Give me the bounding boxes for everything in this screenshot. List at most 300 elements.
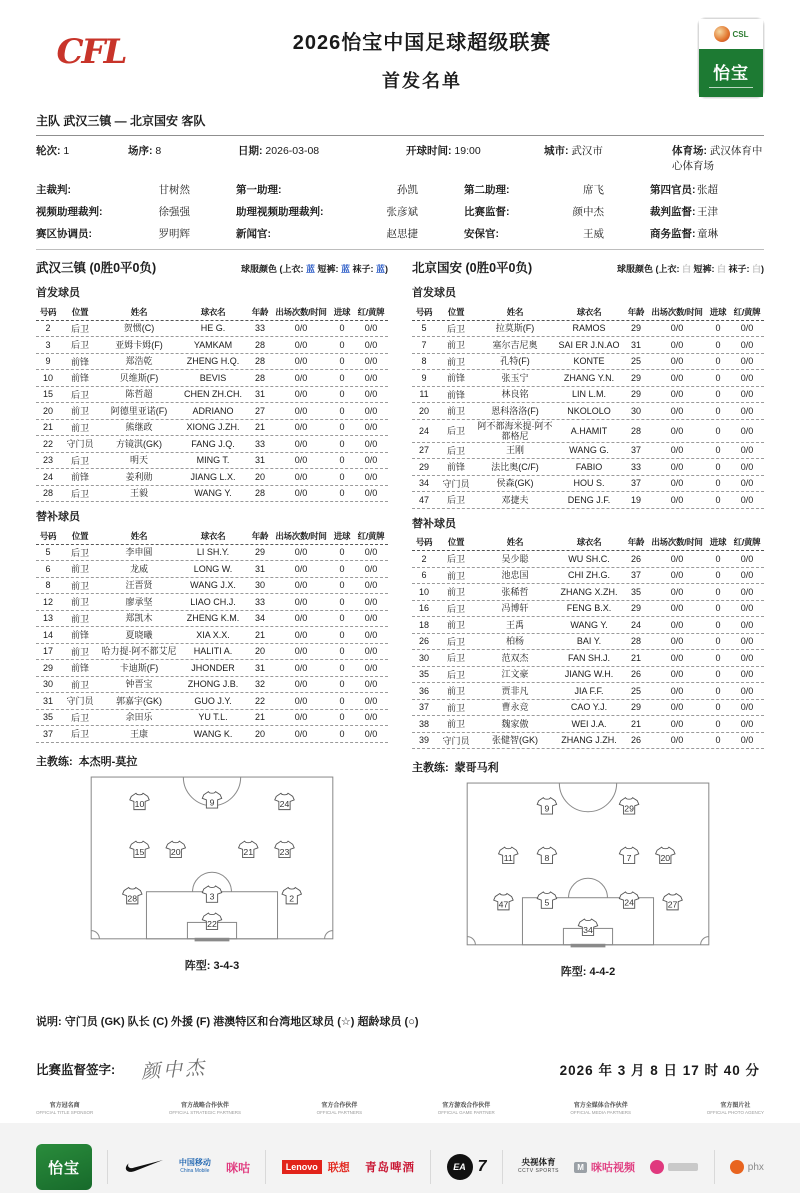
player-row [36, 370, 388, 387]
player-cell: 10 [42, 372, 53, 383]
player-cell: 后卫 [70, 340, 89, 351]
jersey-icon [202, 885, 221, 901]
player-cell: 后卫 [70, 712, 89, 723]
official-name: 甘树然 [158, 184, 190, 196]
player-cell: 后卫 [446, 636, 465, 647]
player-cell: 0/0 [364, 422, 378, 433]
player-cell: 守门员 [66, 696, 94, 707]
player-cell: 37 [630, 570, 641, 581]
player-cell: 0/0 [740, 405, 754, 416]
player-cell: 李申圆 [125, 547, 153, 558]
player-cell: 0 [715, 445, 721, 456]
player-cell: 0 [715, 553, 721, 564]
tier-label-zh: 官方图片社 [720, 1103, 751, 1109]
player-cell: 0/0 [294, 488, 308, 499]
player-cell: 31 [42, 695, 53, 706]
official-name: 徐强强 [158, 206, 190, 218]
match-info-item [36, 143, 128, 173]
table-header-row [412, 304, 764, 321]
player-cell: 后卫 [70, 729, 89, 740]
player-cell: 0/0 [740, 652, 754, 663]
player-cell: 0 [339, 547, 345, 558]
nike-logo [124, 1159, 164, 1175]
player-cell: 0/0 [364, 438, 378, 449]
column-header: 号码 [39, 306, 57, 317]
player-row [36, 644, 388, 661]
player-cell: HALITI A. [193, 646, 233, 657]
player-cell: 0/0 [670, 603, 684, 614]
player-cell: 0/0 [294, 646, 308, 657]
player-cell: 0 [715, 636, 721, 647]
kit-color-value: 蓝 [305, 264, 315, 274]
player-cell: 前锋 [446, 373, 465, 384]
official-role: 新闻官: [236, 228, 271, 240]
official-role: 赛区协调员: [36, 228, 92, 240]
player-table [36, 304, 388, 502]
player-cell: FABIO [575, 461, 603, 472]
formation-pitch [463, 781, 713, 953]
player-cell: 0 [339, 356, 345, 367]
player-cell: 28 [254, 339, 265, 350]
player-cell: FENG B.X. [566, 603, 612, 614]
logo-divider [714, 1150, 715, 1184]
player-cell: 前卫 [70, 422, 89, 433]
player-cell: 0/0 [364, 712, 378, 723]
subs-label: 替补球员 [412, 517, 456, 530]
formation-label: 阵型: 4-4-2 [560, 966, 616, 978]
player-cell: 0/0 [364, 323, 378, 334]
player-cell: 王康 [129, 728, 148, 739]
player-cell: 0/0 [740, 636, 754, 647]
sheet-header [36, 18, 764, 110]
player-cell: XIONG J.ZH. [186, 422, 240, 433]
player-cell: 池忠国 [501, 570, 529, 581]
player-cell: 姜利勋 [125, 471, 153, 482]
player-cell: 前锋 [70, 373, 89, 384]
player-cell: 0/0 [364, 488, 378, 499]
player-cell: 贾非凡 [501, 685, 529, 696]
player-cell: 0/0 [740, 603, 754, 614]
supervisor-signature: 颜中杰 [140, 1056, 208, 1084]
player-cell: 3 [45, 339, 51, 350]
player-cell: 后卫 [446, 669, 465, 680]
player-cell: 32 [254, 679, 265, 690]
column-header: 位置 [71, 306, 89, 317]
player-row [412, 321, 764, 338]
player-cell: 21 [254, 629, 265, 640]
match-info-item [238, 143, 406, 173]
jersey-icon [239, 841, 258, 857]
player-cell: 0/0 [294, 580, 308, 591]
jersey-icon [537, 892, 556, 908]
player-cell: 0 [339, 629, 345, 640]
official-item [464, 226, 650, 241]
column-header: 红/黄牌 [357, 306, 385, 317]
partner-tier-label [438, 1100, 495, 1115]
player-cell: 0/0 [670, 339, 684, 350]
player-cell: WEI J.A. [571, 718, 607, 729]
lenovo-zh: 联想 [327, 1162, 350, 1174]
player-row [412, 551, 764, 568]
player-cell: 39 [418, 735, 429, 746]
player-cell: 熊继政 [125, 422, 153, 433]
player-cell: 前卫 [70, 564, 89, 575]
player-row [36, 337, 388, 354]
player-cell: 13 [42, 613, 53, 624]
player-cell: 前锋 [70, 663, 89, 674]
player-cell: 曹永竞 [501, 702, 529, 713]
jersey-number: 29 [624, 803, 634, 814]
player-cell: 0/0 [294, 629, 308, 640]
player-cell: WANG Y. [194, 488, 232, 499]
player-cell: 26 [630, 553, 641, 564]
player-row [412, 733, 764, 750]
player-cell: HE G. [200, 323, 226, 334]
column-header: 球衣名 [200, 530, 226, 541]
player-cell: 0 [715, 405, 721, 416]
official-role: 第一助理: [236, 184, 282, 196]
player-cell: WANG K. [193, 728, 233, 739]
player-cell: 0/0 [364, 662, 378, 673]
cfl-league-logo [36, 18, 146, 72]
player-cell: 10 [418, 586, 429, 597]
player-cell: 0/0 [670, 570, 684, 581]
official-item [650, 182, 764, 197]
player-cell: 阿德里亚诺(F) [110, 405, 168, 416]
player-cell: 0 [339, 695, 345, 706]
logo-divider [430, 1150, 431, 1184]
player-cell: 明天 [129, 455, 148, 466]
player-cell: 26 [418, 636, 429, 647]
match-info-item [406, 143, 544, 173]
player-cell: BEVIS [199, 372, 227, 383]
official-item [236, 204, 464, 219]
player-cell: 郑凯木 [125, 613, 153, 624]
player-cell: 后卫 [446, 554, 465, 565]
player-cell: 0 [339, 563, 345, 574]
kit-color-value: 白 [716, 264, 726, 274]
player-cell: 江文豪 [501, 669, 529, 680]
player-cell: 0/0 [364, 356, 378, 367]
player-cell: RAMOS [572, 323, 606, 334]
player-cell: 0/0 [364, 339, 378, 350]
player-cell: 张稀哲 [501, 586, 529, 597]
official-role: 商务监督: [650, 228, 696, 240]
jersey-icon [494, 893, 513, 909]
player-cell: 0/0 [670, 553, 684, 564]
player-row [36, 677, 388, 694]
column-header: 年龄 [251, 530, 269, 541]
partner-tier-label [169, 1100, 241, 1115]
player-cell: 0/0 [670, 619, 684, 630]
player-cell: SAI ER J.N.AO [558, 339, 620, 350]
player-cell: 0/0 [364, 455, 378, 466]
column-header: 姓名 [506, 537, 524, 548]
player-table [36, 528, 388, 743]
jersey-icon [578, 919, 597, 935]
match-info-value: 武汉体育中心体育场 [672, 145, 763, 172]
column-header: 年龄 [627, 537, 645, 548]
jersey-icon [123, 887, 142, 903]
orange-partner-mark [730, 1160, 744, 1174]
player-cell: JIA F.F. [574, 685, 604, 696]
player-cell: 前卫 [70, 406, 89, 417]
player-cell: 17 [42, 646, 53, 657]
player-cell: 0/0 [294, 422, 308, 433]
jersey-number: 34 [583, 924, 593, 935]
player-row [36, 321, 388, 338]
official-item [236, 182, 464, 197]
logo-divider [265, 1150, 266, 1184]
player-cell: FAN SH.J. [567, 652, 610, 663]
player-cell: A.HAMIT [570, 425, 608, 436]
jersey-icon [656, 847, 675, 863]
official-role: 主裁判: [36, 184, 71, 196]
player-cell: 30 [42, 679, 53, 690]
match-info-label: 日期: [238, 145, 263, 157]
player-cell: 6 [421, 570, 427, 581]
tier-label-zh: 官方冠名商 [49, 1103, 80, 1109]
player-cell: 0/0 [294, 695, 308, 706]
jersey-number: 9 [544, 803, 550, 814]
player-row [36, 420, 388, 437]
player-cell: 7 [421, 339, 427, 350]
coach-label: 主教练: [412, 762, 449, 774]
player-cell: 0/0 [670, 445, 684, 456]
player-cell: FANG J.Q. [191, 438, 235, 449]
player-cell: 卡迪斯(F) [119, 662, 159, 673]
cctv-zh: 央视体育 [521, 1157, 556, 1167]
official-name: 罗明辉 [158, 228, 190, 240]
player-row [412, 459, 764, 476]
player-row [412, 443, 764, 460]
player-cell: 0/0 [670, 478, 684, 489]
player-table [412, 304, 764, 509]
player-cell: 0/0 [670, 461, 684, 472]
player-cell: 0/0 [294, 596, 308, 607]
partner-tier-label [570, 1100, 631, 1115]
match-info-item [128, 143, 238, 173]
player-cell: 侯森(GK) [496, 478, 534, 489]
player-cell: 0/0 [364, 563, 378, 574]
teams-area [36, 258, 764, 979]
player-cell: 22 [42, 438, 53, 449]
logo-divider [107, 1150, 108, 1184]
player-cell: 恩科洛洛(F) [491, 405, 539, 416]
player-cell: 5 [421, 323, 427, 334]
player-cell: 26 [630, 669, 641, 680]
match-info-value: 1 [63, 145, 70, 157]
player-cell: 王毅 [129, 488, 148, 499]
kit-color-value: 蓝 [375, 264, 385, 274]
player-cell: 0/0 [740, 685, 754, 696]
column-header: 球衣名 [576, 537, 602, 548]
player-cell: 0/0 [740, 619, 754, 630]
title-block [146, 18, 698, 93]
player-cell: 0/0 [670, 652, 684, 663]
player-cell: 28 [254, 488, 265, 499]
player-cell: 0/0 [670, 494, 684, 505]
official-role: 裁判监督: [650, 206, 696, 218]
player-cell: 0/0 [670, 685, 684, 696]
official-item [650, 204, 764, 219]
official-role: 第四官员: [650, 184, 696, 196]
player-row [36, 403, 388, 420]
player-cell: 34 [254, 613, 265, 624]
player-cell: ZHANG J.ZH. [561, 735, 617, 746]
player-cell: 0/0 [364, 629, 378, 640]
player-cell: HOU S. [573, 478, 605, 489]
player-cell: 0 [715, 339, 721, 350]
player-row [36, 594, 388, 611]
player-cell: 0 [339, 728, 345, 739]
player-cell: 0 [715, 478, 721, 489]
player-cell: 0 [715, 425, 721, 436]
player-row [412, 667, 764, 684]
player-cell: 后卫 [446, 495, 465, 506]
player-cell: 王刚 [505, 445, 524, 456]
player-cell: 0/0 [294, 389, 308, 400]
player-cell: ADRIANO [192, 405, 234, 416]
column-header: 红/黄牌 [733, 306, 761, 317]
player-cell: 0 [715, 323, 721, 334]
signature-row [36, 1055, 764, 1082]
player-cell: JIANG L.X. [190, 471, 236, 482]
column-header: 年龄 [627, 306, 645, 317]
column-header: 进球 [709, 537, 727, 548]
player-cell: 0 [339, 323, 345, 334]
jersey-icon [202, 791, 221, 807]
player-cell: 前卫 [446, 570, 465, 581]
nike-swoosh-icon [124, 1159, 164, 1175]
player-cell: 0 [715, 461, 721, 472]
jersey-icon [275, 793, 294, 809]
ea-logo [447, 1154, 487, 1180]
player-cell: 27 [254, 405, 265, 416]
match-info-value: 8 [155, 145, 162, 157]
player-cell: 拉莫斯(F) [495, 323, 535, 334]
player-cell: 0/0 [740, 718, 754, 729]
coach-line [412, 759, 764, 775]
column-header: 姓名 [506, 306, 524, 317]
jersey-number: 27 [667, 899, 678, 910]
cfl-logo-text: CFL [56, 32, 126, 72]
player-cell: 29 [418, 461, 429, 472]
column-header: 号码 [39, 530, 57, 541]
player-cell: 0/0 [670, 356, 684, 367]
player-cell: 前锋 [446, 462, 465, 473]
player-cell: 前卫 [446, 587, 465, 598]
player-cell: 20 [254, 728, 265, 739]
player-cell: 29 [630, 323, 641, 334]
match-info-label: 轮次: [36, 145, 61, 157]
signature-datetime: 2026 年 3 月 8 日 17 时 40 分 [559, 1062, 760, 1078]
official-item [236, 226, 464, 241]
player-cell: 11 [419, 389, 429, 400]
player-cell: 5 [45, 547, 51, 558]
player-cell: 0/0 [294, 679, 308, 690]
official-name: 张超 [697, 184, 718, 196]
jersey-icon [282, 887, 301, 903]
orange-partner-text: phx [747, 1161, 764, 1173]
player-cell: 后卫 [446, 445, 465, 456]
column-header: 出场次数/时间 [651, 306, 703, 317]
player-cell: 8 [45, 580, 51, 591]
player-cell: XIA X.X. [196, 629, 230, 640]
player-cell: 0/0 [670, 586, 684, 597]
jersey-number: 9 [209, 796, 215, 807]
player-cell: 15 [42, 389, 53, 400]
player-cell: 9 [45, 356, 51, 367]
player-cell: 22 [254, 695, 265, 706]
player-row [412, 700, 764, 717]
player-cell: 法比奥(C/F) [491, 461, 539, 472]
tier-label-zh: 官方全媒体合作伙伴 [573, 1103, 628, 1109]
player-cell: 0/0 [364, 596, 378, 607]
table-header-row [36, 304, 388, 321]
player-cell: MING T. [196, 455, 230, 466]
tier-label-zh: 官方游戏合作伙伴 [442, 1103, 491, 1109]
yibao-logo: 怡宝 [36, 1144, 92, 1190]
player-cell: 0/0 [294, 728, 308, 739]
player-cell: 阿不都海米提·阿不都格尼 [477, 420, 553, 441]
player-cell: 0 [339, 372, 345, 383]
player-cell: 31 [254, 389, 265, 400]
player-cell: 24 [630, 619, 641, 630]
player-cell: 魏家傲 [501, 718, 529, 729]
player-cell: 0 [339, 438, 345, 449]
player-cell: 0/0 [294, 356, 308, 367]
tier-label-en: OFFICIAL GAME PARTNER [437, 1110, 495, 1115]
player-cell: 0/0 [294, 405, 308, 416]
player-cell: 21 [630, 652, 641, 663]
player-cell: 0 [715, 685, 721, 696]
player-cell: 哈力提·阿不都艾尼 [101, 646, 177, 657]
starters-label: 首发球员 [36, 287, 80, 299]
starters-label: 首发球员 [412, 287, 456, 299]
player-cell: 37 [42, 728, 53, 739]
player-cell: 31 [630, 339, 641, 350]
player-cell: 后卫 [70, 547, 89, 558]
player-cell: 0/0 [294, 471, 308, 482]
player-cell: LIAO CH.J. [190, 596, 236, 607]
official-item [464, 182, 650, 197]
match-info-label: 城市: [544, 145, 569, 157]
jersey-number: 24 [624, 897, 634, 908]
player-cell: 0/0 [364, 389, 378, 400]
player-cell: 孔特(F) [500, 356, 530, 367]
official-role: 视频助理裁判: [36, 206, 103, 218]
player-cell: 0/0 [364, 372, 378, 383]
official-name: 颜中杰 [572, 206, 604, 218]
player-cell: CHEN ZH.CH. [184, 389, 242, 400]
player-cell: 0/0 [740, 669, 754, 680]
player-row [412, 634, 764, 651]
player-cell: 0/0 [294, 547, 308, 558]
kit-colors: 球服颜色 (上衣: 蓝 短裤: 蓝 袜子: 蓝) [240, 264, 388, 274]
player-cell: 后卫 [446, 426, 465, 436]
official-role: 第二助理: [464, 184, 510, 196]
player-cell: 0/0 [294, 323, 308, 334]
player-cell: 0 [339, 712, 345, 723]
player-cell: ZHONG J.B. [187, 679, 239, 690]
player-cell: LIN L.M. [571, 389, 606, 400]
player-cell: 0/0 [364, 728, 378, 739]
jersey-number: 15 [134, 846, 145, 857]
player-cell: 20 [254, 646, 265, 657]
player-cell: 0/0 [740, 445, 754, 456]
official-name: 王津 [697, 206, 718, 218]
